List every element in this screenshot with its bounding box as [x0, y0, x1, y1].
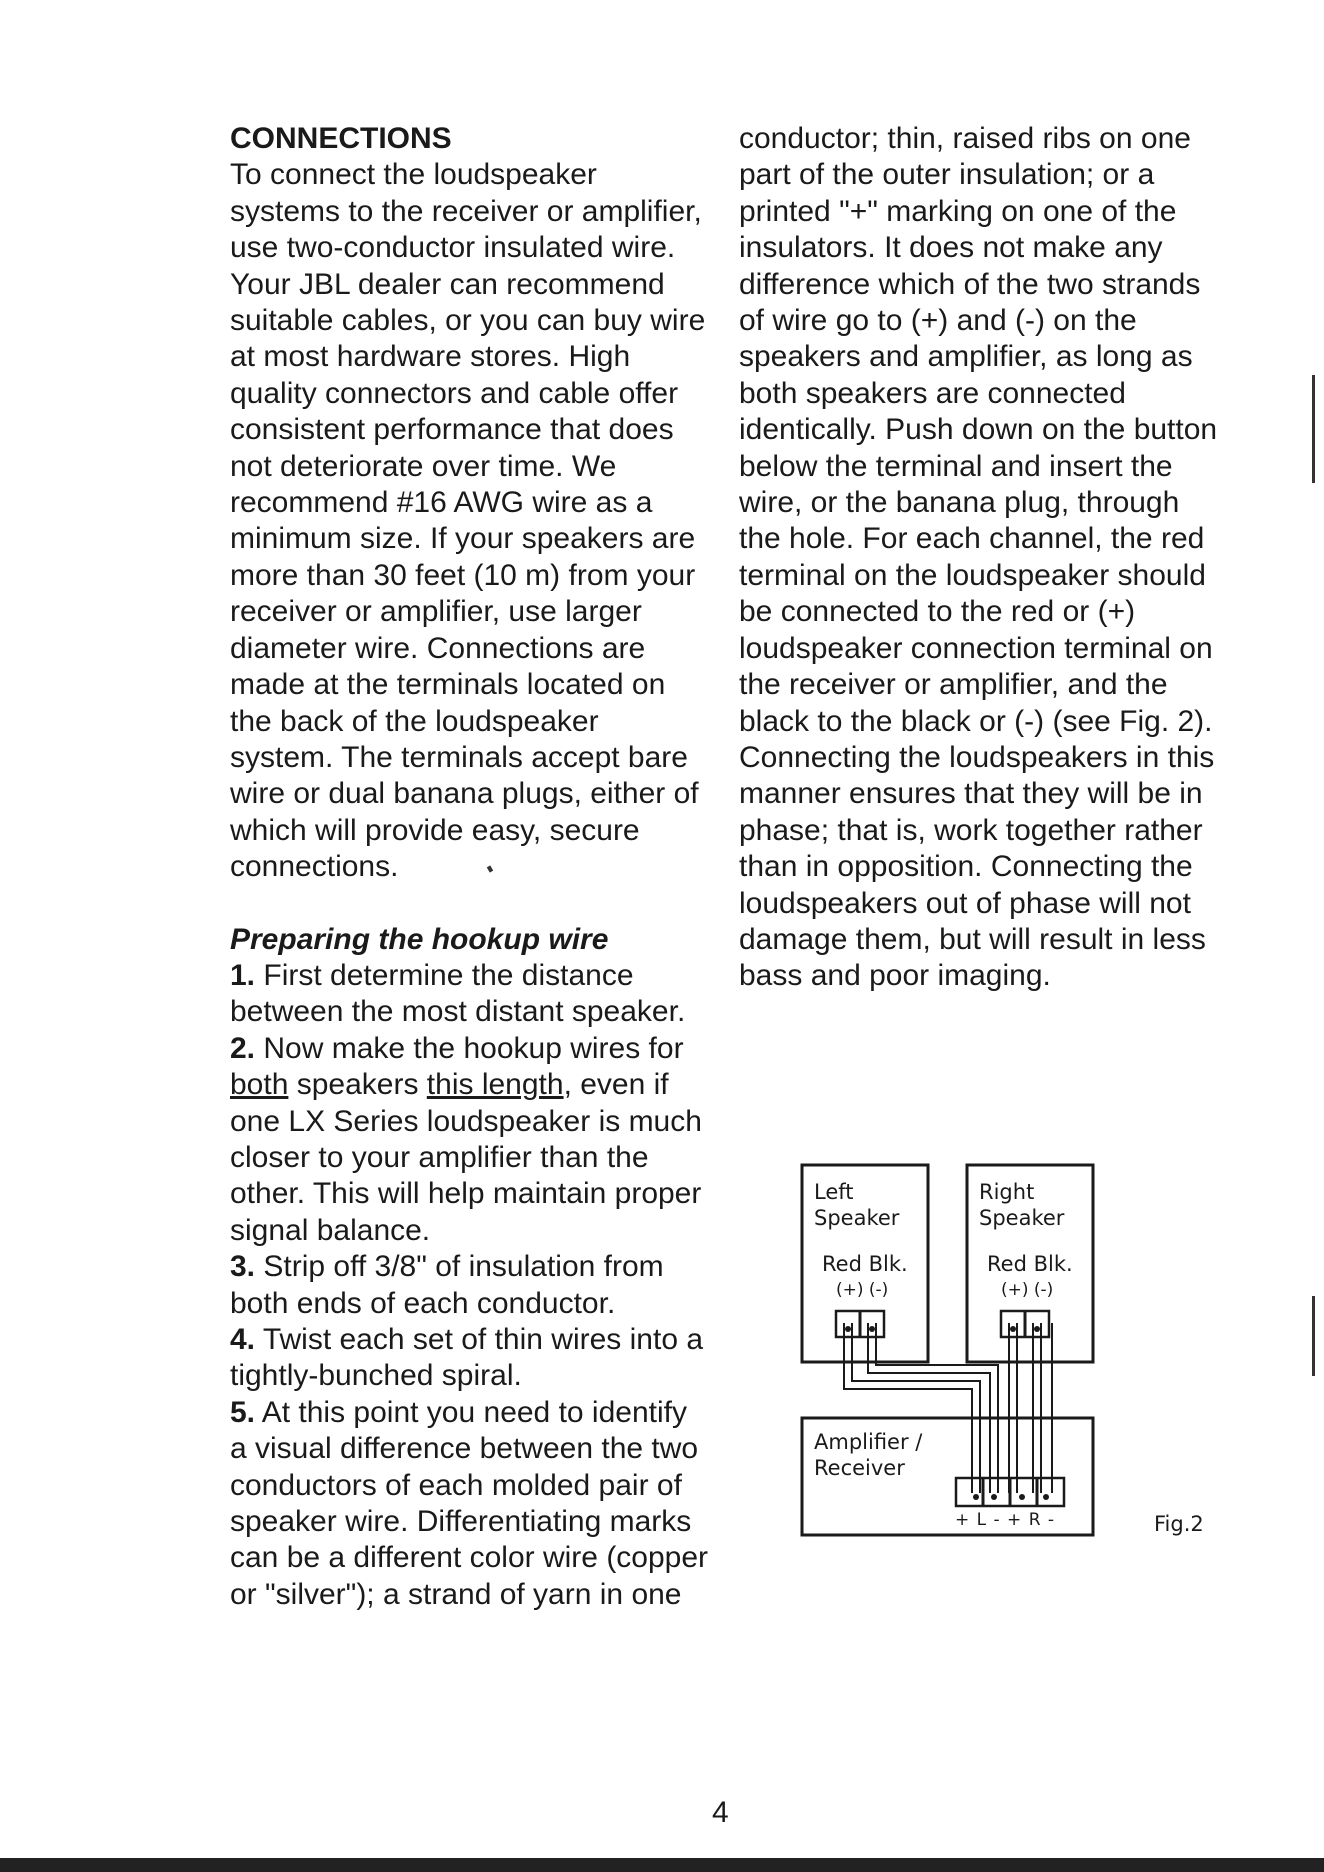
step-text: First determine the distance between the most distant speaker. [230, 958, 686, 1029]
step-number: 5. [230, 1395, 256, 1429]
left-speaker-label-line2: Speaker [814, 1206, 900, 1230]
page-number: 4 [712, 1796, 729, 1829]
right-terminal-colors: Red Blk. [987, 1252, 1073, 1276]
figure-caption: Fig.2 [1154, 1512, 1204, 1536]
amplifier-label-line2: Receiver [814, 1456, 905, 1480]
section-heading: CONNECTIONS [230, 122, 452, 155]
section-subheading: Preparing the hookup wire [230, 922, 609, 956]
right-column [739, 121, 1219, 995]
step-number: 2. [230, 1031, 256, 1065]
left-speaker-label [814, 1179, 899, 1231]
step-1 [230, 958, 710, 1031]
margin-mark [1312, 1296, 1315, 1376]
left-terminal-colors: Red Blk. [822, 1252, 908, 1276]
step-2 [230, 1031, 710, 1249]
step-4 [230, 1322, 710, 1395]
step-text: At this point you need to identify a visual difference between the two conductors of each molded pair of speaker wire. Differentiating marks can be a different color wire (copper or "silver"); a strand of yarn in one [230, 1395, 709, 1611]
right-speaker-label-line2: Speaker [979, 1206, 1065, 1230]
right-column-text: conductor; thin, raised ribs on one part of the outer insulation; or a printed "+" marking on one of the insulators. It does not make any difference which of the two strands of wire go to (+) and (-) on the speakers and amplifier, as long as both speakers are connected identically. Push down on the button below the terminal and insert the wire, or the banana plug, through the hole. For each channel, the red terminal on the loudspeaker should be connected to the red or (+) loudspeaker connection terminal on the receiver or amplifier, and the black to the black or (-) (see Fig. 2). Connecting the loudspeakers in this manner ensures that they will be in phase; that is, work together rather than in opposition. Connecting the loudspeakers out of phase will not damage them, but will result in less bass and poor imaging. [739, 122, 1218, 993]
margin-mark [1312, 375, 1315, 483]
amplifier-terminal-labels: + L - + R - [955, 1510, 1056, 1530]
amplifier-label-line1: Amplifier / [814, 1430, 923, 1454]
stray-mark [487, 866, 493, 873]
step-3 [230, 1249, 710, 1322]
wiring-diagram [800, 1163, 1100, 1538]
bottom-edge-bar [0, 1858, 1324, 1872]
step-text: Strip off 3/8" of insulation from both ends of each conductor. [230, 1250, 664, 1320]
intro-text: To connect the loudspeaker systems to the receiver or amplifier, use two-conductor insulated wire. Your JBL dealer can recommend suitable cables, or you can buy wire at most hardware stores. High quality connectors and cable offer consistent performance that does not deteriorate over time. We recommend #16 AWG wire as a minimum size. If your speakers are more than 30 feet (10 m) from your receiver or amplifier, use larger diameter wire. Connections are made at the terminals located on the back of the loudspeaker system. The terminals accept bare wire or dual banana plugs, either of which will provide easy, secure connections. [230, 158, 706, 884]
step-text: speakers [288, 1068, 427, 1102]
right-speaker-label [979, 1179, 1064, 1231]
underlined-text: both [230, 1068, 289, 1102]
left-speaker-label-line1: Left [814, 1180, 854, 1204]
step-text: Now make the hookup wires for [255, 1031, 684, 1065]
right-speaker-label-line1: Right [979, 1180, 1035, 1204]
step-number: 1. [230, 958, 256, 992]
step-number: 3. [230, 1250, 256, 1284]
step-5 [230, 1395, 710, 1613]
right-terminal-polarity: (+) (-) [1001, 1280, 1054, 1300]
step-text: , even if one LX Series loudspeaker is much closer to your amplifier than the other. This will help maintain proper signal balance. [230, 1068, 702, 1247]
left-column [230, 121, 710, 1613]
left-terminal-polarity: (+) (-) [836, 1280, 889, 1300]
amplifier-label [814, 1429, 922, 1481]
underlined-text: this length [426, 1068, 564, 1102]
step-number: 4. [230, 1323, 256, 1356]
step-text: Twist each set of thin wires into a tightly-bunched spiral. [230, 1323, 704, 1393]
intro-paragraph [230, 157, 710, 885]
